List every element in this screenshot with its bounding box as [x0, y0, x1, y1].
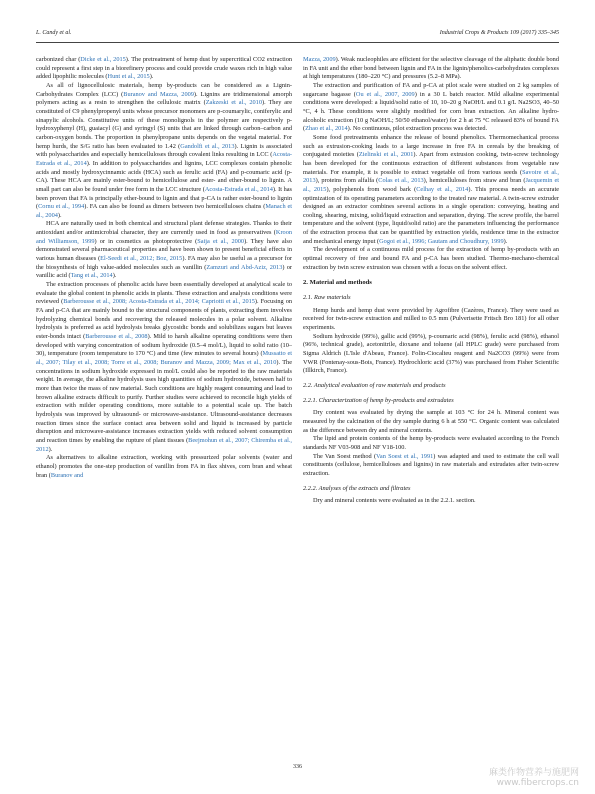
paragraph-text: ). Apart from extrusion cooking, twin-screw technology has been developed for the continuous extraction of different substances from vegetable raw materials. For example, it is possible to extract vegetable oil from various seeds (	[303, 151, 559, 176]
paragraph-text: ). Lignin is associated with polysaccharides and especially hemicelluloses through covalent links resulting in LCC (	[36, 142, 292, 159]
paragraph-text: ), hemicelluloses from straw and bran (	[423, 177, 526, 185]
paragraph-text: ), polyphenols from wood bark (	[326, 185, 417, 193]
paragraph-text: Dry and mineral contents were evaluated as in the 2.2.1. section.	[313, 497, 476, 505]
paragraph	[303, 497, 559, 506]
paragraph-text: HCA are naturally used in both chemical and structural plant defense strategies. Thanks to their antioxidant and/or antimicrobial character, they are currently used in food as preservatives (	[36, 220, 292, 237]
paragraph	[36, 454, 292, 480]
left-column	[36, 56, 292, 756]
paragraph-text: ). They have also demonstrated several pharmaceutical properties and have been shown to present beneficial effects in various human diseases (	[36, 237, 292, 263]
paragraph-text: ) in a 30 L batch reactor. Mild alkaline experimental conditions were developed: a liquid/solid ratio of 10, 10–20 g NaOH/L and 0.1 g/L Na2SO3, 40–50 °C, 4 h. These conditions were slightly modified for corn bran extraction. An alkaline hydro-alcoholic extraction (10 g NaOH/L; 50/50 ethanol/water) for 2 h at 75 °C released 83% of bound FA (	[303, 90, 559, 133]
paragraph-text: As alternatives to alkaline extraction, working with pressurized polar solvents (water and ethanol) promotes the one-step production of vanillin from FA in flax shives, corn bran and wheat bran (	[36, 454, 292, 479]
paragraph-text: ), proteins from alfalfa (	[315, 177, 379, 185]
paragraph	[36, 82, 292, 221]
watermark-line-2: www.fibercrops.cn	[496, 778, 579, 788]
paragraph-text: As all of lignocellulosic materials, hemp by-products can be considered as a Lignin-Carbohydrates Complex (LCC) (	[36, 81, 292, 98]
citation-link[interactable]: Gogoi et al., 1996; Gautam and Choudhury, 1999	[379, 237, 504, 245]
citation-link[interactable]: Savoire et al., 2013	[303, 168, 559, 185]
paragraph	[303, 56, 559, 82]
citation-link[interactable]: Ou et al., 2007, 2009	[355, 90, 415, 98]
paragraph-text: ). They are constituted of C9 phenylpropenyl units whose precursor monomers are p-coumarylic, coniferylic and sinapylic alcohols. Constitutive units of these monolignols in the polymer are respectively p-hydroxyphenyl (H), guaiacyl (G) and syringyl (S) units that are linked through carbon–carbon and carbon-oxygen bonds. The proportion in phenylpropane units depends on the vegetal material. For hemp hurds, the S/G ratio has been evaluated to 1.42 (	[36, 99, 292, 150]
paragraph-text: ). Lignins are tridimensional amorph polymers acting as a resin to strengthen the cellulosic matrix (	[36, 90, 292, 107]
citation-link[interactable]: Mussatto et al., 2007; Tilay et al., 2008; Torre et al., 2008; Buranov and Mazza, 2009; Max et al., 2010	[36, 350, 292, 366]
subsection-heading: 2.2.2. Analyses of the extracts and filtrates	[303, 484, 411, 492]
citation-link[interactable]: Tang et al., 2014	[70, 272, 113, 280]
citation-link[interactable]: Gandolfi et al., 2013	[180, 142, 235, 150]
paragraph-text: ). FA may also be useful as a precursor for the biosynthesis of high value-added molecules such as vanillin (	[36, 255, 292, 271]
citation-link[interactable]: Van Soest et al., 1991	[376, 452, 434, 460]
subsection-heading: 2.2.1. Characterization of hemp by-products and extrudates	[303, 396, 454, 404]
paragraph-text: Some food pretreatments enhance the release of bound phenolics. Thermomechanical process such as extrusion-cooking leads to a large increase in free FA in cereals by the breaking of conjugated moieties (	[303, 133, 559, 159]
citation-link[interactable]: El-Seedi et al., 2012; Boz, 2015	[100, 255, 183, 263]
citation-link[interactable]: Manach et al., 2004	[36, 203, 292, 219]
paragraph	[36, 56, 292, 82]
paragraph-text: ) was adapted and used to estimate the cell wall constituents (cellulose, hemicelluloses and lignins) in raw materials and extrudates after twin-screw extraction.	[303, 452, 559, 477]
paragraph-text: ). Focusing on FA and p-CA that are mainly bound to the structural components of plants, extracting them involves hydrolyzing chemical bonds and recovering the released molecules in a polar solvent. Alkaline hydrolysis is preferred as acid hydrolysis breaks glycosidic bonds and solubilizes sugars but leaves ester-bonds intact (	[36, 298, 292, 340]
paragraph	[303, 435, 559, 452]
paragraph-text: ).	[149, 73, 154, 81]
paragraph-text: ).	[112, 272, 117, 280]
right-column	[303, 56, 559, 756]
citation-link[interactable]: Zielinski et al., 2001	[358, 151, 414, 159]
citation-link[interactable]: Buranov and	[50, 471, 84, 479]
citation-link[interactable]: Saija et al., 2000	[197, 237, 245, 245]
paragraph-text: The development of a continuous mild process for the extraction of hemp by-products with an optimal recovery of free and bound FA and p-CA has been studied. Thermo-mechano-chemical extraction by twin screw extrusion was chosen with a focus on the solvent effect.	[303, 246, 559, 271]
paragraph-text: The lipid and protein contents of the hemp by-products were evaluated according to the French standards NF V03-908 and NF V18-100.	[303, 435, 559, 451]
paragraph-text: carbonized char (	[36, 56, 81, 63]
paragraph	[303, 246, 559, 272]
paragraph-text: ).	[503, 237, 508, 245]
paragraph-text: ). This process needs an accurate optimization of its operating parameters according to the treated raw material. A twin-screw extruder designed as an extractor combines several actions in a single operation: conveying, heating and cooling, shearing, mixing, solid/liquid extraction and separation, drying. The screw profile, the barrel temperature and the solvent (type, liquid/solid ratio) are the parameters influencing the performance of the extraction process that can be quantified by extraction yields, residence time in the extractor and mechanical energy input (	[303, 185, 559, 245]
citation-link[interactable]: Zhao et al., 2014	[305, 125, 348, 133]
paragraph	[303, 307, 559, 333]
paragraph-text: The extraction processes of phenolic acids have been essentially developed at analytical scale to evaluate the global content in phenolic acids in plants. These extraction and analysis conditions were reviewed (	[36, 281, 292, 306]
paragraph-text: Dry content was evaluated by drying the sample at 103 °C for 24 h. Mineral content was measured by the calcination of the dry sample during 6 h at 550 °C. Organic content was calculated as the difference between dry and mineral contents.	[303, 409, 559, 434]
citation-link[interactable]: Dicke et al., 2015	[80, 56, 126, 63]
citation-link[interactable]: Mazza, 2009	[303, 56, 336, 63]
page-number: 336	[293, 764, 302, 770]
citation-link[interactable]: Zakzeski et al., 2010	[205, 99, 262, 107]
paragraph-text: Sodium hydroxide (99%), gallic acid (99%), p-coumaric acid (98%), ferulic acid (98%), ethanol (96%, technical grade), acetonitrile, dioxane and toluene (all HPLC grade) were purchased from Sigma Aldrich (L'Isle d'Abeau, France). Folin-Ciocalteu reagent and Na2CO3 (99%) were from VWR (Fontenay-sous-Bois, France). Hydrochloric acid (37%) was purchased from Fisher Scientific (Illkirch, France).	[303, 332, 559, 375]
citation-link[interactable]: Barberousse et al., 2008; Acosta-Estrada et al., 2014; Capriotti et al., 2015	[63, 298, 255, 306]
paragraph	[303, 134, 559, 247]
citation-link[interactable]: Cornu et al., 1994	[38, 203, 85, 211]
citation-link[interactable]: Acosta-Estrada et al., 2014	[36, 151, 292, 167]
paragraph-text: ). Weak nucleophiles are efficient for the selective cleavage of the aliphatic double bond in FA unit and the ether bond between lignin and FA in the lignin/phenolics-carbohydrates complexes at high temperatures (180–220 °C) and pressures (5.2–8 MPa).	[303, 56, 559, 81]
citation-link[interactable]: Zamzuri and Abd-Aziz, 2013	[206, 263, 283, 271]
paragraph	[303, 333, 559, 376]
paragraph-text: ).	[48, 445, 53, 453]
citation-link[interactable]: Jacquemin et al., 2015	[303, 177, 559, 193]
watermark	[489, 768, 579, 788]
paragraph-text: ). The pretreatment of hemp dust by supercritical CO2 extraction could represent a first step in a biorefinery process and could provide crude waxes rich in high value added lipophilic molecules (	[36, 56, 292, 81]
paragraph-text: The Van Soest method (	[313, 452, 377, 460]
paragraph-text: The extraction and purification of FA and p-CA at pilot scale were studied on 2 kg samples of sugarcane bagasse (	[303, 81, 559, 98]
paragraph	[303, 409, 559, 435]
citation-link[interactable]: Hunt et al., 2015	[107, 73, 150, 81]
citation-link[interactable]: Buranov and Mazza, 2009	[123, 90, 194, 98]
paragraph-text: ). Mild to harsh alkaline operating conditions were then developed with varying concentration of sodium hydroxide (0.5–4 mol/L), liquid to solid ratio (10–30), temperature (room temperature to 170 °C) and time (few minutes to several hours) (	[36, 333, 292, 358]
citation-link[interactable]: Beejmohun et al., 2007; Chiremba et al., 2012	[36, 436, 292, 453]
paragraph-text: ). It has been proven that FA is principally ether-bound to lignin and that p-CA is rather ester-bound to lignin (	[36, 185, 292, 211]
paragraph-text: ) or in cosmetics as photoprotective (	[94, 237, 198, 245]
paragraph-text: ). No continuous, pilot extraction process was detected.	[347, 125, 488, 133]
header-authors: L. Candy et al.	[36, 30, 72, 36]
citation-link[interactable]: Acosta-Estrada et al., 2014	[204, 185, 273, 193]
paragraph-text: ). FA can also be found as dimers between two hemicelluloses chains (	[84, 203, 266, 211]
citation-link[interactable]: Barberousse et al., 2008	[85, 333, 148, 340]
paragraph-text: ). The concentrations in sodium hydroxide expressed in mol/L could also be reported to the raw materials weight. In average, the alkaline hydrolysis uses high quantities of sodium hydroxide, between half to more than twice the mass of raw material. Such conditions are highly reagent consuming and lead to brown alkaline extracts difficult to purify. Further studies were achieved to reconcile high yields of extraction with milder operating conditions, more suitable to a potential scale up. The batch hydrolysis was improved by ultrasound- or microwave-assistance. Ultrasound-assistance decreases reaction times since the surface contact area between solid and liquid is increased by particle disruption and microwave-assistance increases extraction yields with reduced solvent consumption and reaction times by enabling the rupture of plant tissues (	[36, 358, 292, 444]
paragraph	[303, 453, 559, 479]
running-header	[36, 30, 559, 42]
watermark-line-1: 麻类作物营养与施肥网	[488, 768, 579, 778]
citation-link[interactable]: Celhay et al., 2014	[416, 185, 469, 193]
paragraph	[36, 281, 292, 454]
header-journal: Industrial Crops & Products 109 (2017) 335–345	[439, 30, 559, 36]
paragraph-text: ). In addition to polysaccharides and lignins, LCC complexes contain phenolic acids and mostly hydroxycinnamic acids (HCA) such as ferulic acid (FA) and p-coumaric acid (p-CA). These HCA are mainly ester-bound to hemicellulose and ester- and ether-bound to lignin. A small part can also be found under free form in the LCC structure (	[36, 159, 292, 193]
header-divider	[36, 42, 559, 43]
paragraph-text: ).	[57, 211, 62, 219]
paragraph-text: Hemp hurds and hemp dust were provided by Agrofibre (Cazères, France). They were used as received for twin-screw extraction and milled to 0.5 mm (Pulverisette Fritsch Bro 181) for all other experiments.	[303, 306, 559, 332]
paragraph	[36, 220, 292, 281]
paragraph-text: ) or vanillic acid (	[36, 263, 292, 280]
citation-link[interactable]: Colas et al., 2013	[378, 177, 424, 185]
citation-link[interactable]: Kroon and Williamson, 1999	[36, 229, 292, 245]
subsection-heading: 2.2. Analytical evaluation of raw materials and products	[303, 381, 446, 389]
paragraph	[303, 82, 559, 134]
subsection-heading: 2.1. Raw materials	[303, 294, 351, 302]
section-heading: 2. Material and methods	[303, 279, 372, 287]
